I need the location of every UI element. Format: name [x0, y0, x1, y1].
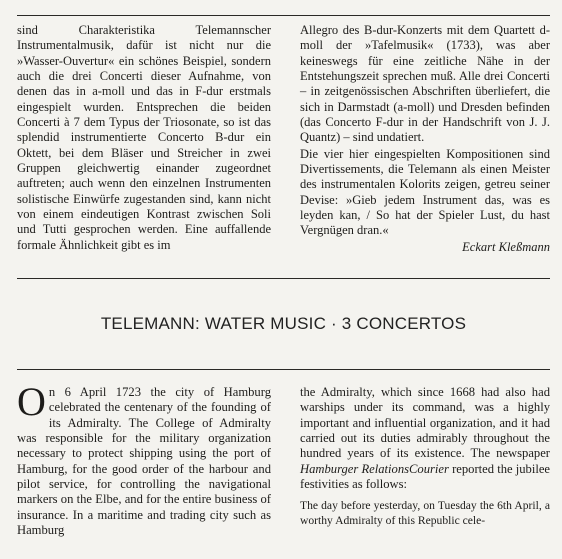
english-left-column — [17, 379, 271, 538]
german-left-column — [17, 23, 271, 253]
top-rule — [17, 15, 550, 16]
german-right-paragraph-1: Allegro des B-dur-Konzerts mit dem Quartett d-moll der »Tafelmusik« (1733), was aber keineswegs für eine zeitliche Nähe in der Entstehungszeit sprechen muß. Alle drei Concerti – in zeitgenössischen Abschriften überliefert, die sich in Darmstadt (a-moll) und Dresden befinden (das Concerto F-dur in der Handschrift von J. J. Quantz) – sind undatiert. — [300, 23, 550, 145]
newspaper-title: Hamburger RelationsCourier — [300, 461, 449, 476]
german-right-column — [300, 23, 550, 255]
german-left-paragraph: sind Charakteristika Telemannscher Instrumentalmusik, dafür ist nicht nur die »Wasser-Ouvertur« ein schönes Beispiel, sondern auch die drei Concerti dieser Aufnahme, von denen das in a-moll und das in F-dur erstmals eingespielt wurden. Entsprechen die beiden Concerti à 7 dem Typus der Triosonate, so ist das splendid instrumentierte Concerto B-dur ein Oktett, bei dem Bläser und Streicher in zwei Gruppen gleichwertig einander zugeordnet auftreten; auch wenn den einzelnen Instrumenten solistische Einwürfe zugestanden sind, kann nicht von einem eindeutigen Kontrast zwischen Soli und Tutti gesprochen werden. Eine auffallende formale Ähnlichkeit gibt es im — [17, 23, 271, 252]
section-rule-upper — [17, 278, 550, 279]
newspaper-quote: The day before yesterday, on Tuesday the 6th April, a worthy Admiralty of this Republic cele- — [300, 499, 550, 527]
english-right-text-before: the Admiralty, which since 1668 had also had warships under its command, was a highly important and influential organization, and it had carried out its duties admirably throughout the hundred years of its existence. The newspaper — [300, 385, 550, 461]
drop-cap-letter: O — [17, 379, 46, 424]
author-signature: Eckart Kleßmann — [462, 239, 550, 254]
german-right-paragraph-2: Die vier hier eingespielten Kompositionen sind Divertissements, die Telemann als einen Meister des instrumentalen Kolorits zeigen, getreu seiner Devise: »Gieb jedem Instrument das, was es leyden kan, / So hat der Spieler Lust, du hast Vergnügen dran.« — [300, 146, 550, 238]
english-left-paragraph — [17, 379, 271, 538]
english-right-text-after: reported the jubilee festivities as follows: — [300, 461, 551, 492]
english-left-text: n 6 April 1723 the city of Hamburg celebrated the centenary of the founding of its Admiralty. The College of Admiralty was responsible for the military organization necessary to protect shipping using the port of Hamburg, for the good order of the harbour and pilot service, for controlling the navigational markers on the Elbe, and for the entire business of insurance. In a maritime and trading city such as Hamburg — [17, 385, 271, 538]
section-heading: TELEMANN: WATER MUSIC · 3 CONCERTOS — [100, 314, 467, 333]
section-rule-lower — [17, 369, 550, 370]
english-right-paragraph — [300, 385, 550, 492]
english-right-column — [300, 385, 550, 528]
